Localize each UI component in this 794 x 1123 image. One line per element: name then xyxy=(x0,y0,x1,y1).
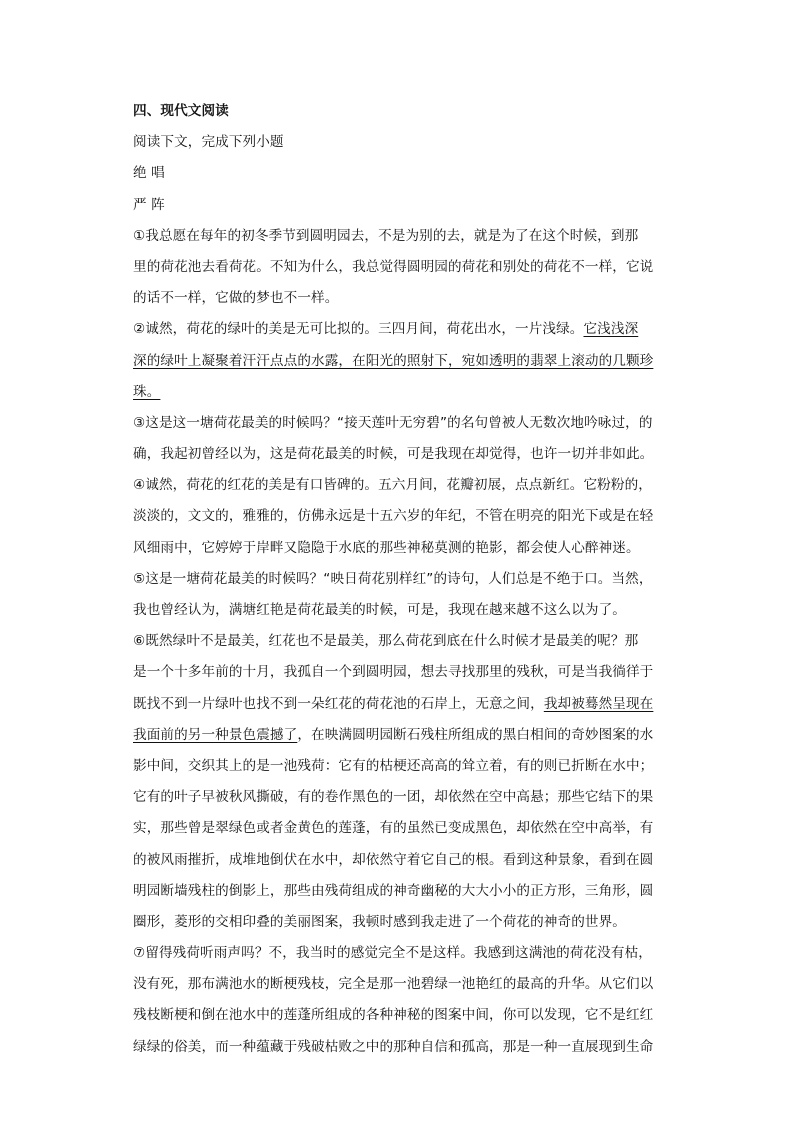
text-segment: 实，那些曾是翠绿色或者金黄色的莲蓬，有的虽然已变成黑色，却依然在空中高举，有 xyxy=(133,820,654,837)
reading-instruction: 阅读下文，完成下列小题 xyxy=(133,134,284,151)
text-segment: ②诚然，荷花的绿叶的美是无可比拟的。三四月间，荷花出水，一片浅绿。 xyxy=(133,321,584,338)
essay-author: 严 阵 xyxy=(133,196,165,213)
text-segment: ，在映满圆明园断石残柱所组成的黑白相间的奇妙图案的水 xyxy=(297,726,654,743)
text-segment: ④诚然，荷花的红花的美是有口皆碑的。五六月间，花瓣初展，点点新红。它粉粉的， xyxy=(133,477,652,494)
paragraph xyxy=(133,470,663,564)
text-line xyxy=(133,252,663,283)
text-line xyxy=(133,969,663,1000)
text-segment: 是一个十多年前的十月，我孤自一个到圆明园，想去寻找那里的残秋，可是当我徜徉于 xyxy=(133,664,654,681)
text-segment: ⑦留得残荷听雨声吗？不，我当时的感觉完全不是这样。我感到这满池的荷花没有枯， xyxy=(133,945,652,962)
text-line xyxy=(133,564,663,595)
article-body xyxy=(133,96,663,1063)
underlined-text: 珠。 xyxy=(133,383,161,400)
text-segment: 淡淡的，文文的，雅雅的，仿佛永远是十五六岁的年纪，不管在明亮的阳光下或是在轻 xyxy=(133,508,654,525)
text-line xyxy=(133,720,663,751)
essay-title: 绝 唱 xyxy=(133,165,165,182)
text-segment: 的话不一样，它做的梦也不一样。 xyxy=(133,290,339,307)
underlined-text: 我却被蓦然呈现在 xyxy=(543,695,654,712)
text-segment: ⑤这是一塘荷花最美的时候吗？“映日荷花别样红”的诗句，人们总是不绝于口。当然， xyxy=(133,570,653,587)
paragraph xyxy=(133,314,663,408)
text-segment: 圈形，菱形的交相印叠的美丽图案，我顿时感到我走进了一个荷花的神奇的世界。 xyxy=(133,913,626,930)
text-line xyxy=(133,1032,663,1063)
text-segment: ⑥既然绿叶不是最美，红花也不是最美，那么荷花到底在什么时候才是最美的呢？那 xyxy=(133,633,639,650)
paragraph xyxy=(133,221,663,315)
text-line xyxy=(133,689,663,720)
paragraph xyxy=(133,408,663,470)
underlined-text: 它浅浅深 xyxy=(583,321,639,338)
text-line xyxy=(133,439,663,470)
paragraph xyxy=(133,626,663,938)
section-heading: 四、现代文阅读 xyxy=(133,103,229,119)
text-line xyxy=(133,657,663,688)
text-line xyxy=(133,782,663,813)
text-line xyxy=(133,938,663,969)
text-line xyxy=(133,408,663,439)
text-line xyxy=(133,221,663,252)
text-line xyxy=(133,1000,663,1031)
text-line xyxy=(133,751,663,782)
text-segment: 影中间，交织其上的是一池残荷：它有的枯梗还高高的耸立着，有的则已折断在水中； xyxy=(133,757,654,774)
text-segment: 残枝断梗和倒在池水中的莲蓬所组成的各种神秘的图案中间，你可以发现，它不是红红 xyxy=(133,1007,654,1024)
text-line xyxy=(133,626,663,657)
text-line xyxy=(133,377,663,408)
text-segment: 风细雨中，它婷婷于岸畔又隐隐于水底的那些神秘莫测的艳影，都会使人心醉神迷。 xyxy=(133,539,640,556)
text-line xyxy=(133,314,663,345)
text-segment: 我也曾经认为，满塘红艳是荷花最美的时候，可是，我现在越来越不这么以为了。 xyxy=(133,602,626,618)
text-line xyxy=(133,595,663,626)
essay-paragraphs xyxy=(133,221,663,1063)
text-line xyxy=(133,501,663,532)
text-segment: 绿绿的俗美，而一种蕴藏于残破枯败之中的那种自信和孤高，那是一种一直展现到生命 xyxy=(133,1038,654,1055)
text-line xyxy=(133,470,663,501)
text-segment: 的被风雨摧折，成堆地倒伏在水中，却依然守着它自己的根。看到这种景象，看到在圆 xyxy=(133,851,654,868)
text-line xyxy=(133,346,663,377)
text-segment: 它有的叶子早被秋风撕破，有的卷作黑色的一团，却依然在空中高悬；那些它结下的果 xyxy=(133,789,654,806)
text-segment: 既找不到一片绿叶也找不到一朵红花的荷花池的石岸上，无意之间， xyxy=(133,695,544,712)
text-line xyxy=(133,813,663,844)
text-line xyxy=(133,876,663,907)
text-segment: 确，我起初曾经以为，这是荷花最美的时候，可是我现在却觉得，也许一切并非如此。 xyxy=(133,446,654,463)
text-line xyxy=(133,845,663,876)
text-segment: ①我总愿在每年的初冬季节到圆明园去，不是为别的去，就是为了在这个时候，到那 xyxy=(133,227,639,244)
text-segment: 里的荷花池去看荷花。不知为什么，我总觉得圆明园的荷花和别处的荷花不一样，它说 xyxy=(133,258,654,275)
underlined-text: 深的绿叶上凝聚着汗汗点点的水露，在阳光的照射下，宛如透明的翡翠上滚动的几颗珍 xyxy=(133,352,654,369)
text-line xyxy=(133,907,663,938)
text-segment: 没有死，那布满池水的断梗残枝，完全是那一池碧绿一池艳红的最高的升华。从它们以 xyxy=(133,976,654,993)
paragraph xyxy=(133,564,663,626)
paragraph xyxy=(133,938,663,1063)
text-line xyxy=(133,533,663,564)
text-segment: 明园断墙残柱的倒影上，那些由残荷组成的神奇幽秘的大大小小的正方形，三角形，圆 xyxy=(133,882,654,899)
text-line xyxy=(133,283,663,314)
underlined-text: 我面前的另一种景色震撼了 xyxy=(133,726,298,743)
text-segment: ③这是这一塘荷花最美的时候吗？“接天莲叶无穷碧”的名句曾被人无数次地吟咏过，的 xyxy=(133,414,653,431)
